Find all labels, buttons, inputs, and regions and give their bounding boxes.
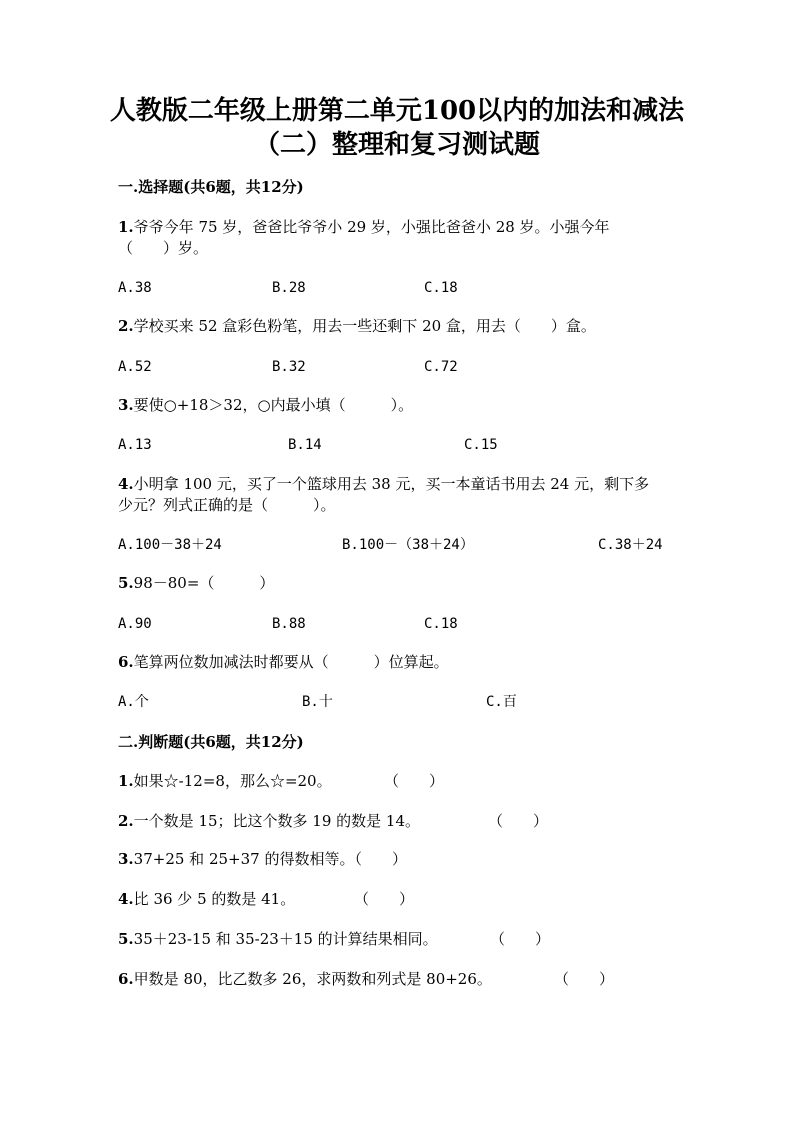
question-text: 爷爷今年 75 岁，爸爸比爷爷小 29 岁，小强比爸爸小 28 岁。小强今年 [133,218,610,236]
option-b: B.28 [272,280,306,296]
question-text: 比 36 少 5 的数是 41。 [133,890,296,908]
answer-blank: （ ） [384,772,445,790]
option-b: B.14 [288,437,322,453]
judge-question-2 [118,810,420,832]
question-text: 甲数是 80，比乙数多 26，求两数和列式是 80+26。 [133,970,492,988]
option-a: A.38 [118,280,152,296]
option-a: A.100－38＋24 [118,537,222,553]
question-number: 4. [118,475,134,493]
choice-question-4 [118,473,649,495]
answer-blank: （ ） [490,930,551,948]
question-text: 小明拿 100 元，买了一个篮球用去 38 元，买一本童话书用去 24 元，剩下多 [133,475,650,493]
question-number: 2. [118,317,134,335]
question-text: 学校买来 52 盒彩色粉笔，用去一些还剩下 20 盒，用去（ ）盒。 [133,317,596,335]
judge-question-6 [118,968,492,990]
option-c: C.38＋24 [598,537,663,553]
option-b: B.32 [272,359,306,375]
question-number: 4. [118,890,134,908]
option-c: C.15 [464,437,498,453]
answer-blank: （ ） [554,970,615,988]
judge-question-1 [118,770,332,792]
question-number: 6. [118,970,134,988]
question-number: 3. [118,396,134,414]
question-text: 笔算两位数加减法时都要从（ ）位算起。 [133,653,449,671]
page-subtitle: （二）整理和复习测试题 [253,130,540,160]
question-text-continued: （ ）岁。 [118,239,209,257]
option-c: C.百 [486,694,517,710]
option-a: A.个 [118,694,149,710]
answer-blank: （ ） [488,812,549,830]
option-b: B.100－（38＋24） [342,537,474,553]
question-number: 1. [118,218,134,236]
option-a: A.90 [118,616,152,632]
choice-question-2 [118,315,596,337]
answer-blank: （ ） [354,850,407,868]
question-text: 要使○+18＞32，○内最小填（ ）。 [133,396,414,414]
judge-question-3 [118,848,407,870]
choice-question-5 [118,572,274,594]
question-number: 6. [118,653,134,671]
choice-question-1 [118,216,610,238]
question-text: 一个数是 15；比这个数多 19 的数是 14。 [133,812,421,830]
question-number: 5. [118,930,134,948]
option-b: B.十 [302,694,333,710]
option-b: B.88 [272,616,306,632]
option-c: C.18 [424,616,458,632]
choice-question-3 [118,394,413,416]
judge-question-4 [118,888,295,910]
judge-question-5 [118,928,438,950]
question-text: 35＋23-15 和 35-23＋15 的计算结果相同。 [133,930,438,948]
question-text: 37+25 和 25+37 的得数相等。 [133,850,355,868]
question-text: 98－80=（ ） [133,574,275,592]
question-number: 3. [118,850,134,868]
question-number: 2. [118,812,134,830]
section-heading-judge: 二.判断题(共6题，共12分) [118,733,304,751]
option-a: A.52 [118,359,152,375]
option-c: C.18 [424,280,458,296]
question-text: 如果☆-12=8，那么☆=20。 [133,772,332,790]
question-number: 5. [118,574,134,592]
question-text-continued: 少元？列式正确的是（ ）。 [118,496,336,514]
section-heading-choice: 一.选择题(共6题，共12分) [118,178,304,196]
option-a: A.13 [118,437,152,453]
answer-blank: （ ） [354,890,415,908]
choice-question-6 [118,651,449,673]
page-title: 人教版二年级上册第二单元100以内的加法和减法 [109,96,685,126]
option-c: C.72 [424,359,458,375]
question-number: 1. [118,772,134,790]
